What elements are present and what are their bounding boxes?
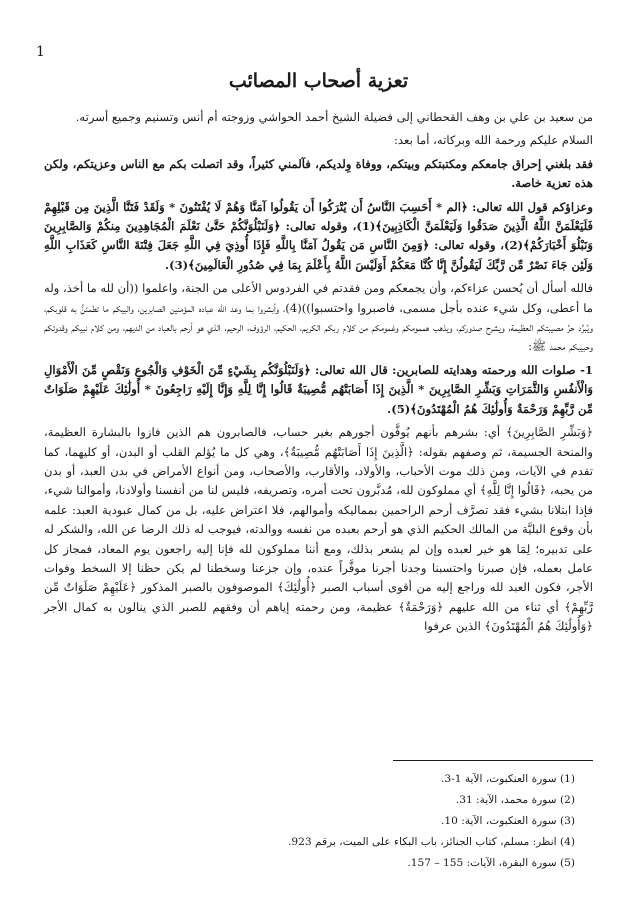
footnote-item: (5) سورة البقرة، الآيات: 155 – 157. <box>407 857 575 869</box>
footnotes <box>44 760 593 874</box>
paragraph-news: فقد بلغني إحراق جامعكم ومكتبتكم وبيتكم، ووفاة وِلديكم، فآلمني كثيراً، وقد اتصلت بكم مع الناس وعزيتكم، ولكن هذه تعزية خاصة. <box>44 156 593 191</box>
paragraph-commentary: ﴿وَبَشِّرِ الصَّابِرِينَ﴾ أي: بشرهم بأنهم يُوفَّون أجورهم بغير حساب، فالصابرون هم الذين فازوا بالبشارة العظيمة، والمنحة الجسيمة، ثم وصفهم بقوله: ﴿الَّذِينَ إِذَا أَصَابَتْهُم مُّصِيبَةٌ﴾، وهي كل ما يُؤلم القلب أو البدن، أو كليهما، كما تقدم في الآيات، ومن ذلك موت الأحباب، والأولاد، والأقارب، والأصحاب، ومن أنواع الأمراض في بدن العبد، أو بدن من يحبه، ﴿قَالُوا إِنَّا لِلَّهِ﴾ أي مملوكون لله، مُدبَّرون تحت أمره، وتصريفه، فليس لنا من أنفسنا وأولادنا، وأموالنا شيء، فإذا ابتلانا بشيء فقد تصرَّف أرحم الراحمين بمماليكه وأموالهم، فلا اعتراض عليه، بل من كمال عبودية العبد: علمه بأن وقوع البليَّة من المالك الحكيم الذي هو أرحم بعبده من نفسه ووالدته، فيوجب له ذلك الرضا عن الله، والشكر له على تدبيره؛ لِمَا هو خير لعبده وإن لم يشعر بذلك، ومع أننا مملوكون لله فإنا إليه راجعون يوم المعاد، فمجاز كل عامل بعمله، فإن صبرنا واحتسبنا وجدنا أجرنا موفَّراً عنده، وإن جزعنا وسخطنا لم يكن حظنا إلا السخط وفوات الأجر، فكون العبد لله وراجع إليه من أقوى أسباب الصبر ﴿أُولَٰئِكَ﴾ الموصوفون بالصبر المذكور ﴿عَلَيْهِمْ صَلَوَاتٌ مِّن رَّبِّهِمْ﴾ أي ثناء من الله عليهم ﴿وَرَحْمَةٌ﴾ عظيمة، ومن رحمته إياهم أن وفقهم للصبر الذي ينالون به كمال الأجر ﴿وَأُولَٰئِكَ هُمُ الْمُهْتَدُونَ﴾ الذين عرفوا <box>44 425 593 634</box>
footnote-divider <box>393 760 593 761</box>
page-body <box>44 62 593 641</box>
paragraph-quran-consolation: وعزاؤكم قول الله تعالى: ﴿الم * أَحَسِبَ النَّاسُ أَن يُتْرَكُوا أَن يَقُولُوا آمَنَّا وَهُمْ لَا يُفْتَنُونَ * وَلَقَدْ فَتَنَّا الَّذِينَ مِن قَبْلِهِمْ فَلَيَعْلَمَنَّ اللَّهُ الَّذِينَ صَدَقُوا وَلَيَعْلَمَنَّ الْكَاذِبِينَ﴾(1)، وقوله تعالى: ﴿وَلَنَبْلُوَنَّكُمْ حَتَّىٰ نَعْلَمَ الْمُجَاهِدِينَ مِنكُمْ وَالصَّابِرِينَ وَنَبْلُوَ أَخْبَارَكُمْ﴾(2)، وقوله تعالى: ﴿وَمِنَ النَّاسِ مَن يَقُولُ آمَنَّا بِاللَّهِ فَإِذَا أُوذِيَ فِي اللَّهِ جَعَلَ فِتْنَةَ النَّاسِ كَعَذَابِ اللَّهِ وَلَئِن جَاءَ نَصْرٌ مِّن رَّبِّكَ لَيَقُولُنَّ إِنَّا كُنَّا مَعَكُمْ أَوَلَيْسَ اللَّهُ بِأَعْلَمَ بِمَا فِي صُدُورِ الْعَالَمِينَ﴾(3). <box>44 199 594 272</box>
paragraph-greeting: السلام عليكم ورحمة الله وبركاته، أما بعد: <box>393 133 593 148</box>
footnote-item: (3) سورة العنكبوت، الآية: 10. <box>441 815 575 827</box>
paragraph-supplication: فالله أسأل أن يُحسن عزاءكم، وأن يجمعكم ومن فقدتم في الفردوس الأعلى من الجنة، واعلموا ((أن لله ما أخذ، وله ما أعطى، وكل شيء عنده بأجل مسمى، فاصبروا واحتسبوا))(4)، وأبشروا بما وعد الله عباده المؤمنين الصابرين، والبيكم ما تطمئنُّ به قلوبكم، ويُبرِّد حرَّ مصيبتكم العظيمة، ويشرح صدوركم، ويذهب هممومكم وغمومكم من كلام ربكم الكريم، الحكيم، الرؤوف، الرحيم، الذي هو أرحم بالعباد من الديهم، ومن كلام نبيكم وقدوتكم وحبيبكم محمد ﷺ: <box>44 281 593 354</box>
footnote-item: (1) سورة العنكبوت، الآية 1-3. <box>441 773 575 785</box>
footnote-item: (4) انظر: مسلم، كتاب الجنائز، باب البكاء على الميت، برقم 923. <box>288 836 575 848</box>
footnote-item: (2) سورة محمد، الآية: 31. <box>455 794 575 806</box>
page-title: تعزية أصحاب المصائب <box>228 70 409 92</box>
paragraph-salutation: من سعيد بن علي بن وهف القحطاني إلى فضيلة الشيخ أحمد الحواشي وزوجته أم أنس وتسنيم وجميع أسرته. <box>75 110 593 124</box>
paragraph-point-1: 1- صلوات الله ورحمته وهدايته للصابرين: قال الله تعالى: ﴿وَلَنَبْلُوَنَّكُم بِشَيْءٍ مِّنَ الْخَوْفِ وَالْجُوعِ وَنَقْصٍ مِّنَ الْأَمْوَالِ وَالْأَنفُسِ وَالثَّمَرَاتِ وَبَشِّرِ الصَّابِرِينَ * الَّذِينَ إِذَا أَصَابَتْهُم مُّصِيبَةٌ قَالُوا إِنَّا لِلَّهِ وَإِنَّا إِلَيْهِ رَاجِعُونَ * أُولَٰئِكَ عَلَيْهِمْ صَلَوَاتٌ مِّن رَّبِّهِمْ وَرَحْمَةٌ وَأُولَٰئِكَ هُمُ الْمُهْتَدُونَ﴾(5). <box>44 362 593 416</box>
page-number: 1 <box>36 44 45 60</box>
